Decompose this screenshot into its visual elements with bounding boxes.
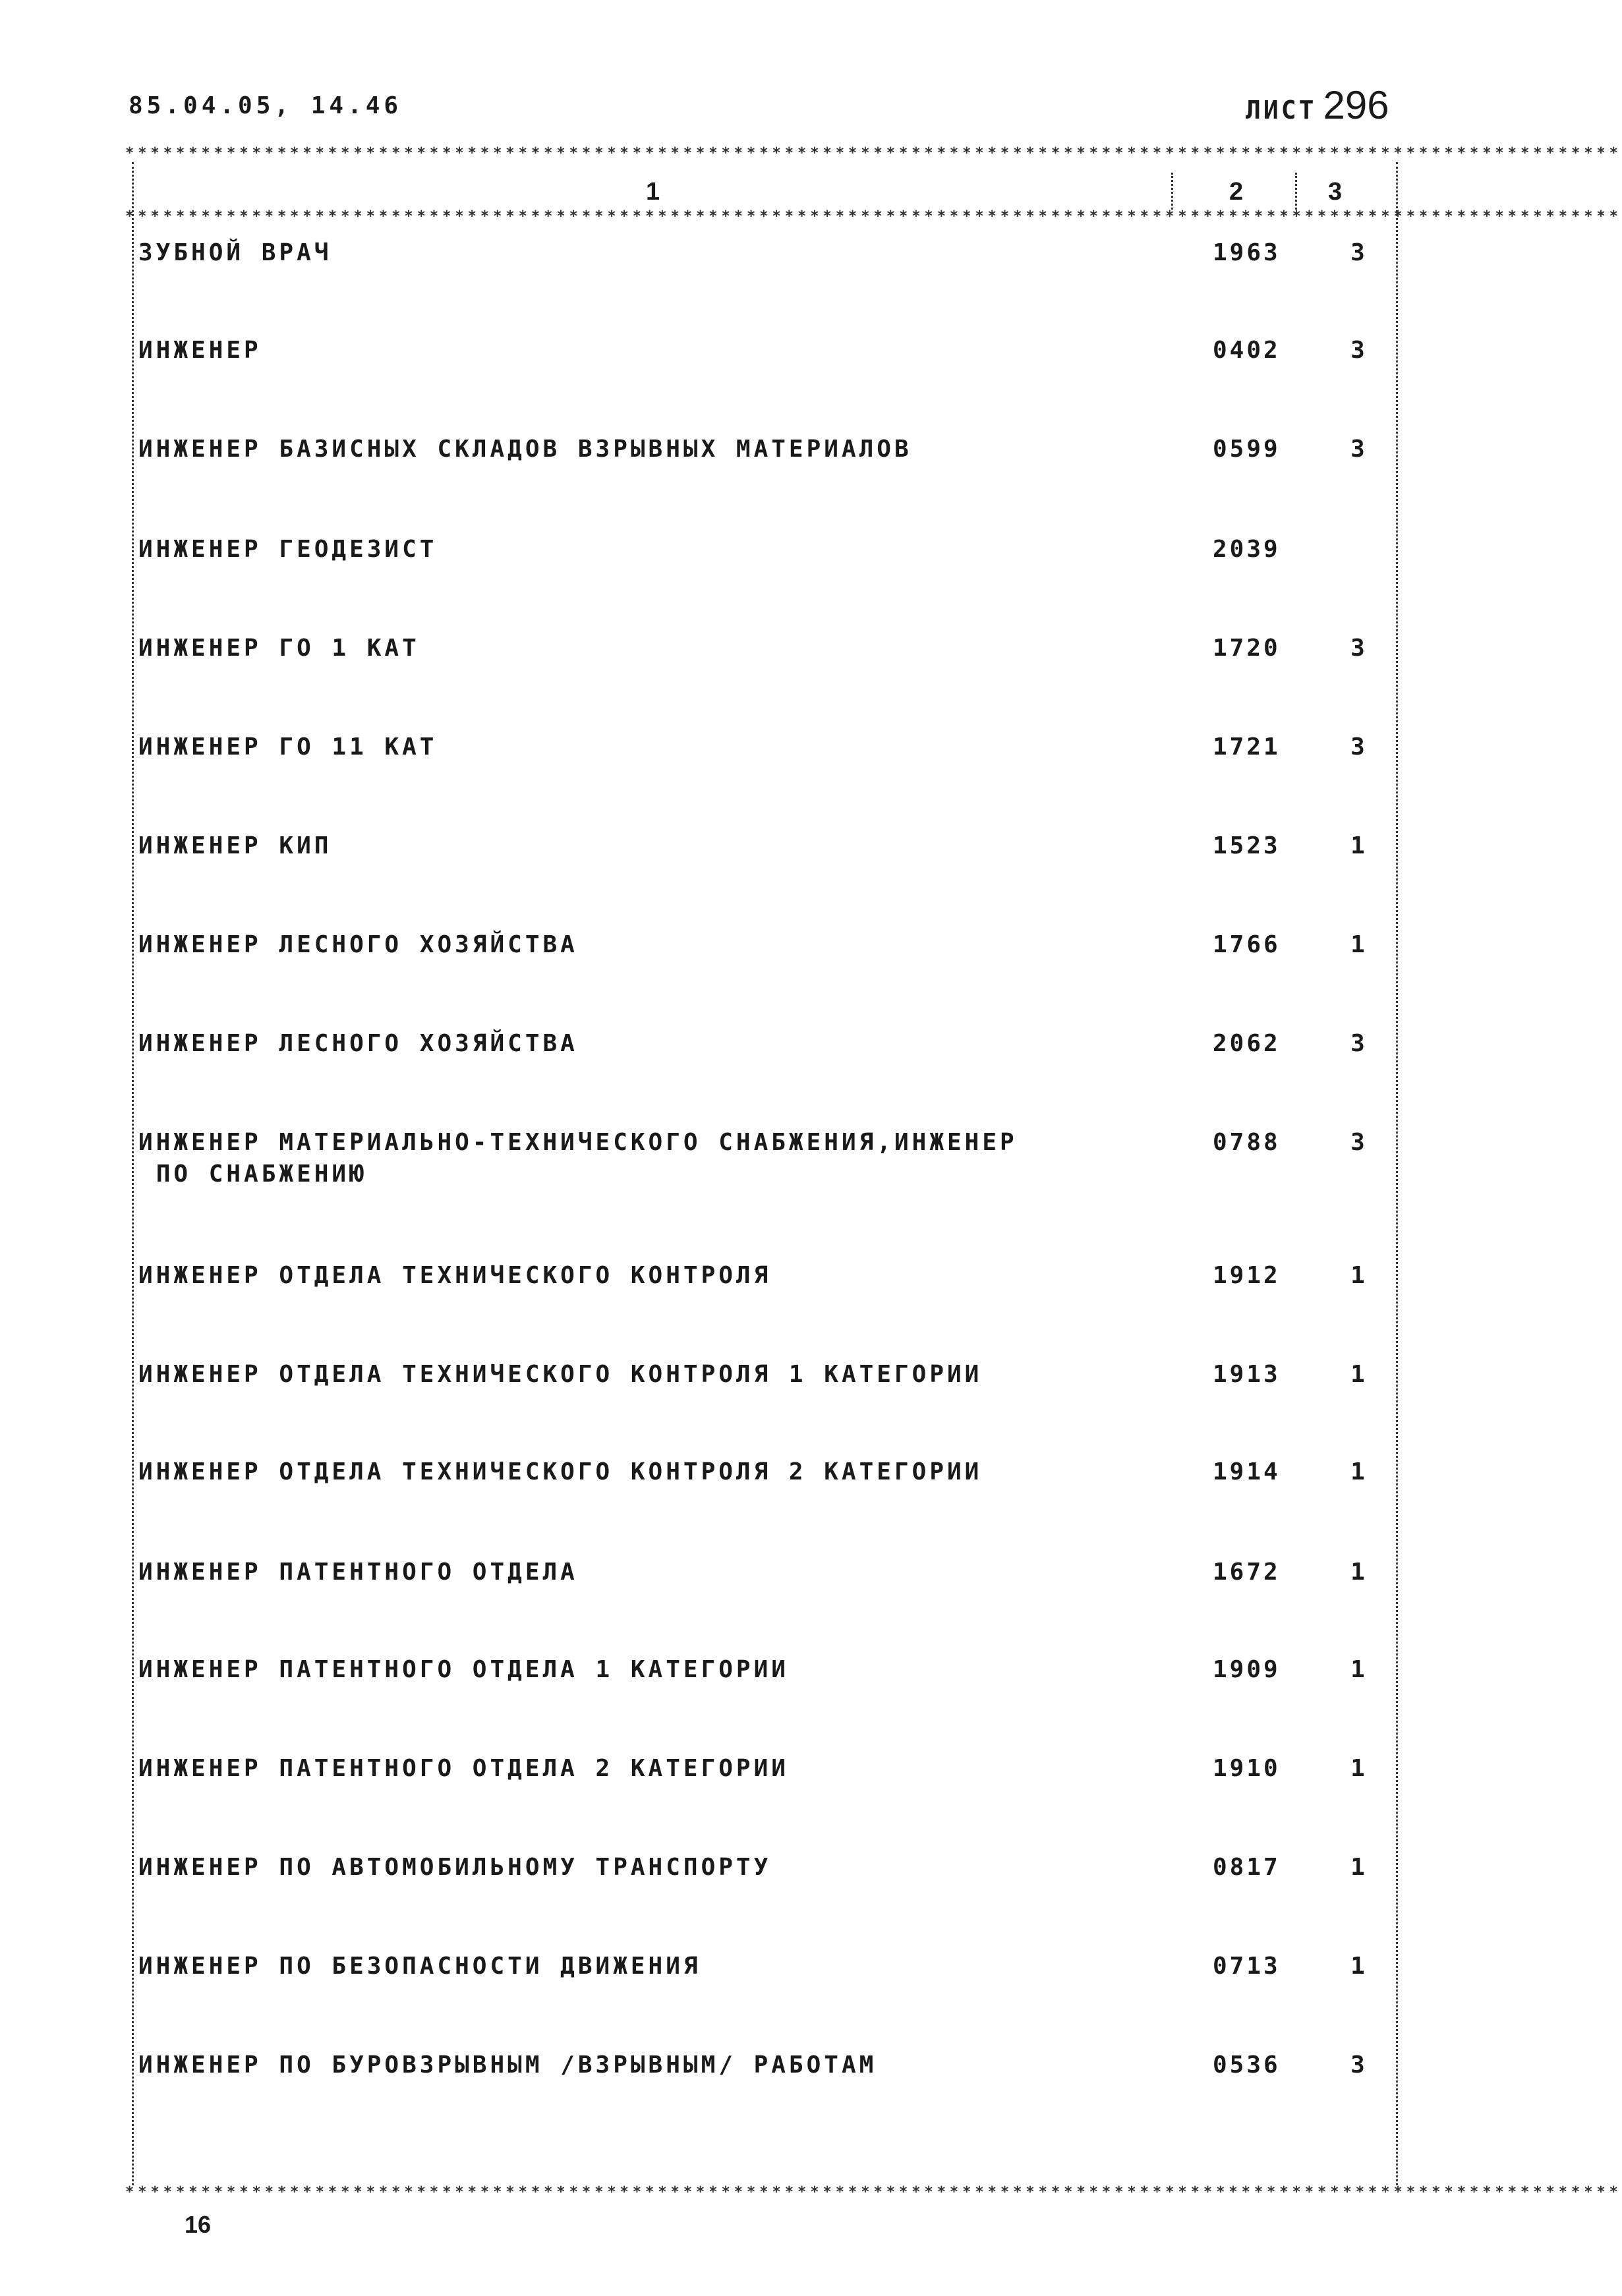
profession-code: 0536 (1213, 2052, 1281, 2079)
profession-name: ИНЖЕНЕР ГЕОДЕЗИСТ (138, 536, 438, 563)
right-border-line (1396, 162, 1398, 2185)
profession-category: 1 (1350, 1361, 1365, 1388)
profession-category: 3 (1350, 733, 1365, 761)
profession-name: ИНЖЕНЕР (138, 337, 262, 364)
profession-code: 1914 (1213, 1458, 1281, 1485)
profession-category: 1 (1350, 1755, 1365, 1782)
profession-category: 3 (1350, 2052, 1365, 2079)
profession-code: 1963 (1213, 239, 1281, 266)
profession-name: ЗУБНОЙ ВРАЧ (138, 239, 332, 266)
profession-category: 1 (1350, 1953, 1365, 1980)
sheet-number: 296 (1323, 83, 1389, 127)
profession-code: 1672 (1213, 1559, 1281, 1586)
column-header-1: 1 (646, 178, 660, 206)
profession-code: 1720 (1213, 635, 1281, 662)
profession-name: ИНЖЕНЕР БАЗИСНЫХ СКЛАДОВ ВЗРЫВНЫХ МАТЕРИАЛОВ (138, 436, 912, 463)
profession-code: 0599 (1213, 436, 1281, 463)
profession-code: 1912 (1213, 1262, 1281, 1289)
profession-category: 1 (1350, 832, 1365, 859)
profession-code: 1913 (1213, 1361, 1281, 1388)
profession-category: 3 (1350, 239, 1365, 266)
profession-code: 2039 (1213, 536, 1281, 563)
profession-category: 1 (1350, 1559, 1365, 1586)
header-border: ********************************************************************************************************************** (125, 208, 1622, 225)
print-timestamp: 85.04.05, 14.46 (129, 92, 403, 119)
profession-category: 3 (1350, 436, 1365, 463)
column-header-3: 3 (1328, 178, 1343, 206)
profession-code: 2062 (1213, 1030, 1281, 1057)
profession-code: 0402 (1213, 337, 1281, 364)
profession-name: ИНЖЕНЕР ЛЕСНОГО ХОЗЯЙСТВА (138, 1030, 578, 1057)
profession-name: ИНЖЕНЕР ГО 11 КАТ (138, 733, 438, 761)
column-divider-2 (1295, 173, 1297, 210)
profession-name: ИНЖЕНЕР ОТДЕЛА ТЕХНИЧЕСКОГО КОНТРОЛЯ (138, 1262, 772, 1289)
profession-name: ИНЖЕНЕР ГО 1 КАТ (138, 635, 420, 662)
bottom-border: ********************************************************************************************************************** (125, 2184, 1622, 2200)
profession-category: 3 (1350, 1030, 1365, 1057)
profession-code: 1523 (1213, 832, 1281, 859)
profession-category: 1 (1350, 931, 1365, 958)
profession-code: 1766 (1213, 931, 1281, 958)
profession-name: ИНЖЕНЕР ПО АВТОМОБИЛЬНОМУ ТРАНСПОРТУ (138, 1854, 772, 1881)
profession-name: ИНЖЕНЕР ПАТЕНТНОГО ОТДЕЛА (138, 1559, 578, 1586)
profession-category: 3 (1350, 1129, 1365, 1156)
column-header-2: 2 (1229, 178, 1244, 206)
page-number: 16 (185, 2211, 212, 2238)
profession-category: 3 (1350, 337, 1365, 364)
profession-category: 1 (1350, 1262, 1365, 1289)
sheet-label: ЛИСТ (1246, 96, 1317, 125)
profession-category: 1 (1350, 1458, 1365, 1485)
profession-name: ИНЖЕНЕР ЛЕСНОГО ХОЗЯЙСТВА (138, 931, 578, 958)
top-border: ********************************************************************************************************************** (125, 145, 1622, 161)
profession-category: 1 (1350, 1854, 1365, 1881)
left-border-line (132, 162, 134, 2185)
profession-name: ИНЖЕНЕР МАТЕРИАЛЬНО-ТЕХНИЧЕСКОГО СНАБЖЕНИЯ,ИНЖЕНЕР ПО СНАБЖЕНИЮ (138, 1129, 1018, 1188)
profession-name: ИНЖЕНЕР ПО БЕЗОПАСНОСТИ ДВИЖЕНИЯ (138, 1953, 701, 1980)
column-divider-1 (1171, 173, 1173, 210)
profession-code: 1721 (1213, 733, 1281, 761)
profession-code: 1909 (1213, 1656, 1281, 1683)
sheet-header (1246, 82, 1389, 128)
profession-code: 0817 (1213, 1854, 1281, 1881)
profession-name: ИНЖЕНЕР КИП (138, 832, 332, 859)
profession-category: 3 (1350, 635, 1365, 662)
profession-name: ИНЖЕНЕР ОТДЕЛА ТЕХНИЧЕСКОГО КОНТРОЛЯ 2 КАТЕГОРИИ (138, 1458, 983, 1485)
profession-name: ИНЖЕНЕР ПО БУРОВЗРЫВНЫМ /ВЗРЫВНЫМ/ РАБОТАМ (138, 2052, 877, 2079)
profession-name: ИНЖЕНЕР ОТДЕЛА ТЕХНИЧЕСКОГО КОНТРОЛЯ 1 КАТЕГОРИИ (138, 1361, 983, 1388)
profession-code: 0713 (1213, 1953, 1281, 1980)
profession-code: 1910 (1213, 1755, 1281, 1782)
profession-name: ИНЖЕНЕР ПАТЕНТНОГО ОТДЕЛА 1 КАТЕГОРИИ (138, 1656, 789, 1683)
profession-code: 0788 (1213, 1129, 1281, 1156)
profession-name: ИНЖЕНЕР ПАТЕНТНОГО ОТДЕЛА 2 КАТЕГОРИИ (138, 1755, 789, 1782)
profession-category: 1 (1350, 1656, 1365, 1683)
